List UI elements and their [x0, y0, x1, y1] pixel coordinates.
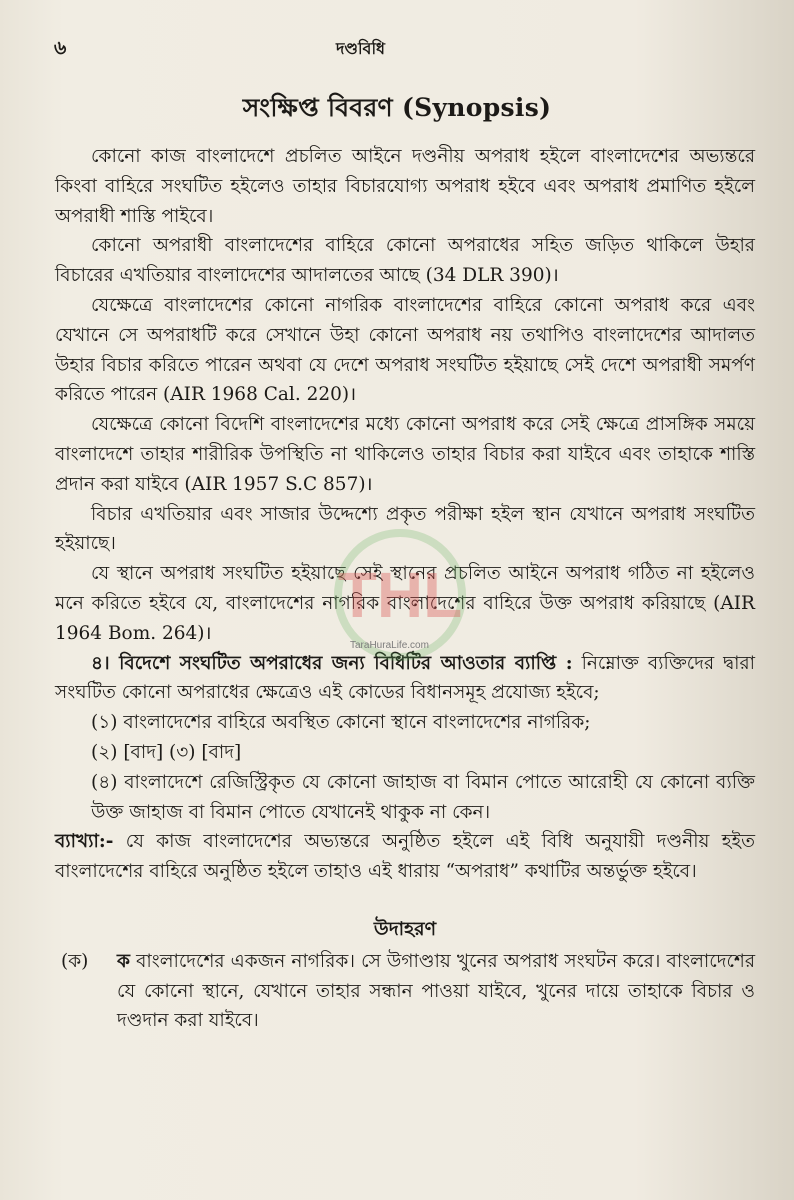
synopsis-paragraph: যেক্ষেত্রে বাংলাদেশের কোনো নাগরিক বাংলাদেশের বাহিরে কোনো অপরাধ করে এবং যেখানে সে অপরাধটি করে সেখানে উহা কোনো অপরাধ নয় তথাপিও বাংলাদেশের আদালত উহার বিচার করিতে পারেন অথবা যে দেশে অপরাধ সংঘটিত হইয়াছে সেই দেশে অপরাধী সমর্পণ করিতে পারেন (AIR 1968 Cal. 220)। [55, 294, 755, 406]
clause-list-item: (৪) বাংলাদেশে রেজিস্ট্রিকৃত যে কোনো জাহাজ বা বিমান পোতে আরোহী যে কোনো ব্যক্তি উক্ত জাহাজ বা বিমান পোতে যেখানেই থাকুক না কেন। [91, 771, 755, 823]
synopsis-paragraph: কোনো অপরাধী বাংলাদেশের বাহিরে কোনো অপরাধের সহিত জড়িত থাকিলে উহার বিচারের এখতিয়ার বাংলাদেশের আদালতের আছে (34 DLR 390)। [55, 235, 755, 287]
synopsis-paragraph: বিচার এখতিয়ার এবং সাজার উদ্দেশ্যে প্রকৃত পরীক্ষা হইল স্থান যেখানে অপরাধ সংঘটিত হইয়াছে। [55, 503, 755, 555]
section-heading: সংক্ষিপ্ত বিবরণ (Synopsis) [242, 93, 552, 122]
illustration-lead: ক [117, 950, 130, 972]
explanation [55, 827, 755, 887]
page-number: ৬ [54, 37, 67, 59]
watermark-logo-text: THL [337, 559, 463, 631]
illustration-row [55, 947, 755, 1036]
clause-text: নিম্নোক্ত ব্যক্তিদের দ্বারা সংঘটিত কোনো অপরাধের ক্ষেত্রেও এই কোডের বিধানসমূহ প্রযোজ্য হইবে; [55, 652, 755, 704]
synopsis-paragraph: যেক্ষেত্রে কোনো বিদেশি বাংলাদেশের মধ্যে কোনো অপরাধ করে সেই ক্ষেত্রে প্রাসঙ্গিক সময়ে বাংলাদেশে তাহার শারীরিক উপস্থিতি না থাকিলেও তাহার বিচার করা যাইবে এবং তাহাকে শাস্তি প্রদান করা যাইবে (AIR 1957 S.C 857)। [55, 414, 755, 495]
illustration-label: (ক) [61, 950, 89, 972]
synopsis-paragraph: কোনো কাজ বাংলাদেশে প্রচলিত আইনে দণ্ডনীয় অপরাধ হইলে বাংলাদেশের অভ্যন্তরে কিংবা বাহিরে সংঘটিত হইলেও তাহার বিচারযোগ্য অপরাধ হইবে এবং অপরাধ প্রমাণিত হইলে অপরাধী শাস্তি পাইবে। [55, 146, 755, 227]
watermark-site: TaraHuraLife.com [350, 640, 429, 651]
explanation-text: যে কাজ বাংলাদেশের অভ্যন্তরে অনুষ্ঠিত হইলে এই বিধি অনুযায়ী দণ্ডনীয় হইত বাংলাদেশের বাহিরে অনুষ্ঠিত হইলে তাহাও এই ধারায় “অপরাধ” কথাটির অন্তর্ভুক্ত হইবে। [55, 831, 755, 883]
page-header [0, 34, 794, 64]
synopsis-paragraph: যে স্থানে অপরাধ সংঘটিত হইয়াছে সেই স্থানের প্রচলিত আইনে অপরাধ গঠিত না হইলেও মনে করিতে হইবে যে, বাংলাদেশের নাগরিক বাংলাদেশের বাহিরে উক্ত অপরাধ করিয়াছে (AIR 1964 Bom. 264)। [55, 563, 755, 644]
running-head: দণ্ডবিধি [336, 39, 385, 58]
explanation-label: ব্যাখ্যা:- [55, 831, 114, 853]
illustration-body: বাংলাদেশের একজন নাগরিক। সে উগাণ্ডায় খুনের অপরাধ সংঘটন করে। বাংলাদেশের যে কোনো স্থানে, যেখানে তাহার সন্ধান পাওয়া যাইবে, খুনের দায়ে তাহাকে বিচার ও দণ্ডদান করা যাইবে। [117, 950, 755, 1032]
clause-list-item: (১) বাংলাদেশের বাহিরে অবস্থিত কোনো স্থানে বাংলাদেশের নাগরিক; [91, 712, 591, 734]
clause-heading: ৪। বিদেশে সংঘটিত অপরাধের জন্য বিধিটির আওতার ব্যাপ্তি : [91, 652, 573, 674]
clause-list-item: (২) [বাদ] (৩) [বাদ] [91, 741, 242, 763]
illustration-title: উদাহরণ [373, 917, 437, 940]
illustration-text [117, 947, 755, 1036]
